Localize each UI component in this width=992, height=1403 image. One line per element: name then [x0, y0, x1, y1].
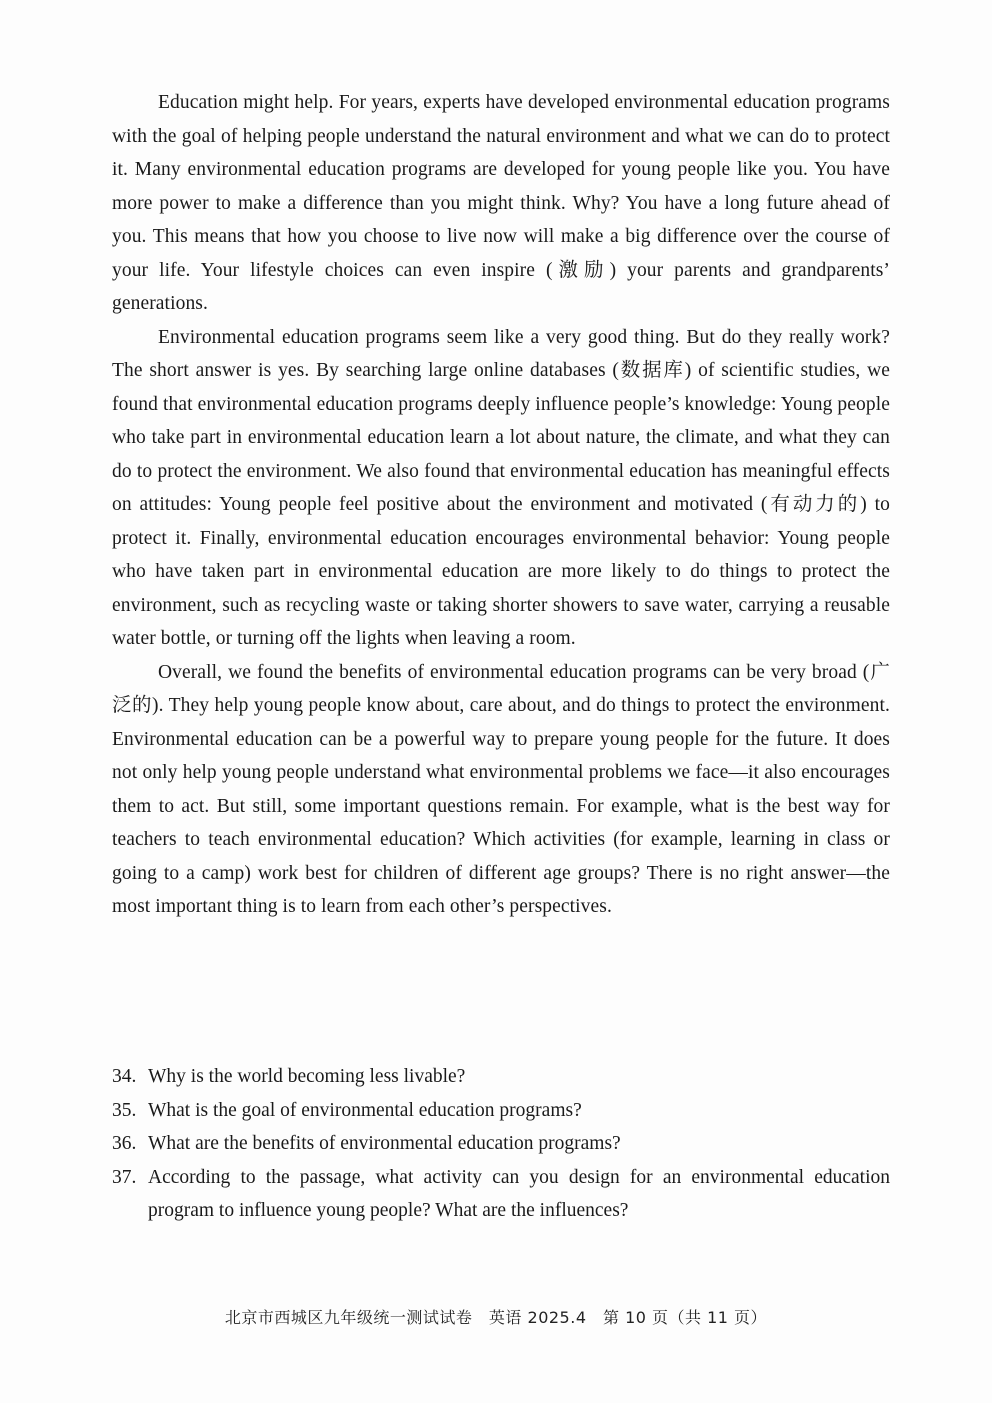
- question-37: [112, 1161, 890, 1228]
- question-number: 37.: [112, 1166, 137, 1188]
- question-35: [112, 1094, 890, 1128]
- question-text: What are the benefits of environmental education programs?: [148, 1133, 621, 1154]
- question-number: 34.: [112, 1066, 137, 1087]
- passage-paragraph-1: Education might help. For years, experts have developed environmental education programs with the goal of helping people understand the natural environment and what we can do to protect it. Many environmental education programs are developed for young people like you. You have more power to make a difference than you might think. Why? You have a long future ahead of you. This means that how you choose to live now will make a big difference over the course of your life. Your lifestyle choices can even inspire (激励) your parents and grandparents’ generations.: [112, 92, 890, 314]
- page-footer: 北京市西城区九年级统一测试试卷 英语 2025.4 第 10 页（共 11 页）: [224, 1308, 768, 1327]
- question-text: Why is the world becoming less livable?: [148, 1066, 466, 1087]
- question-number: 36.: [112, 1133, 137, 1154]
- passage-paragraph-3: Overall, we found the benefits of environmental education programs can be very broad (广泛的). They help young people know about, care about, and do things to protect the environment. Environmental education can be a powerful way to prepare young people for the future. It does not only help young people understand what environmental problems we face—it also encourages them to act. But still, some important questions remain. For example, what is the best way for teachers to teach environmental education? Which activities (for example, learning in class or going to a camp) work best for children of different age groups? There is no right answer—the most important thing is to learn from each other’s perspectives.: [112, 661, 890, 917]
- question-list: [112, 1060, 890, 1228]
- question-text: According to the passage, what activity can you design for an environmental education program to influence young people? What are the influences?: [148, 1166, 890, 1221]
- question-36: [112, 1127, 890, 1161]
- question-number: 35.: [112, 1099, 137, 1121]
- question-34: [112, 1060, 890, 1094]
- reading-passage: [112, 86, 890, 924]
- passage-paragraph-2: Environmental education programs seem like a very good thing. But do they really work? The short answer is yes. By searching large online databases (数据库) of scientific studies, we found that environmental education programs deeply influence people’s knowledge: Young people who take part in environmental education learn a lot about nature, the climate, and what they can do to protect the environment. We also found that environmental education has meaningful effects on attitudes: Young people feel positive about the environment and motivated (有动力的) to protect it. Finally, environmental education encourages environmental behavior: Young people who have taken part in environmental education are more likely to do things to protect the environment, such as recycling waste or taking shorter showers to save water, carrying a reusable water bottle, or turning off the lights when leaving a room.: [112, 326, 890, 649]
- question-text: What is the goal of environmental education programs?: [148, 1099, 582, 1121]
